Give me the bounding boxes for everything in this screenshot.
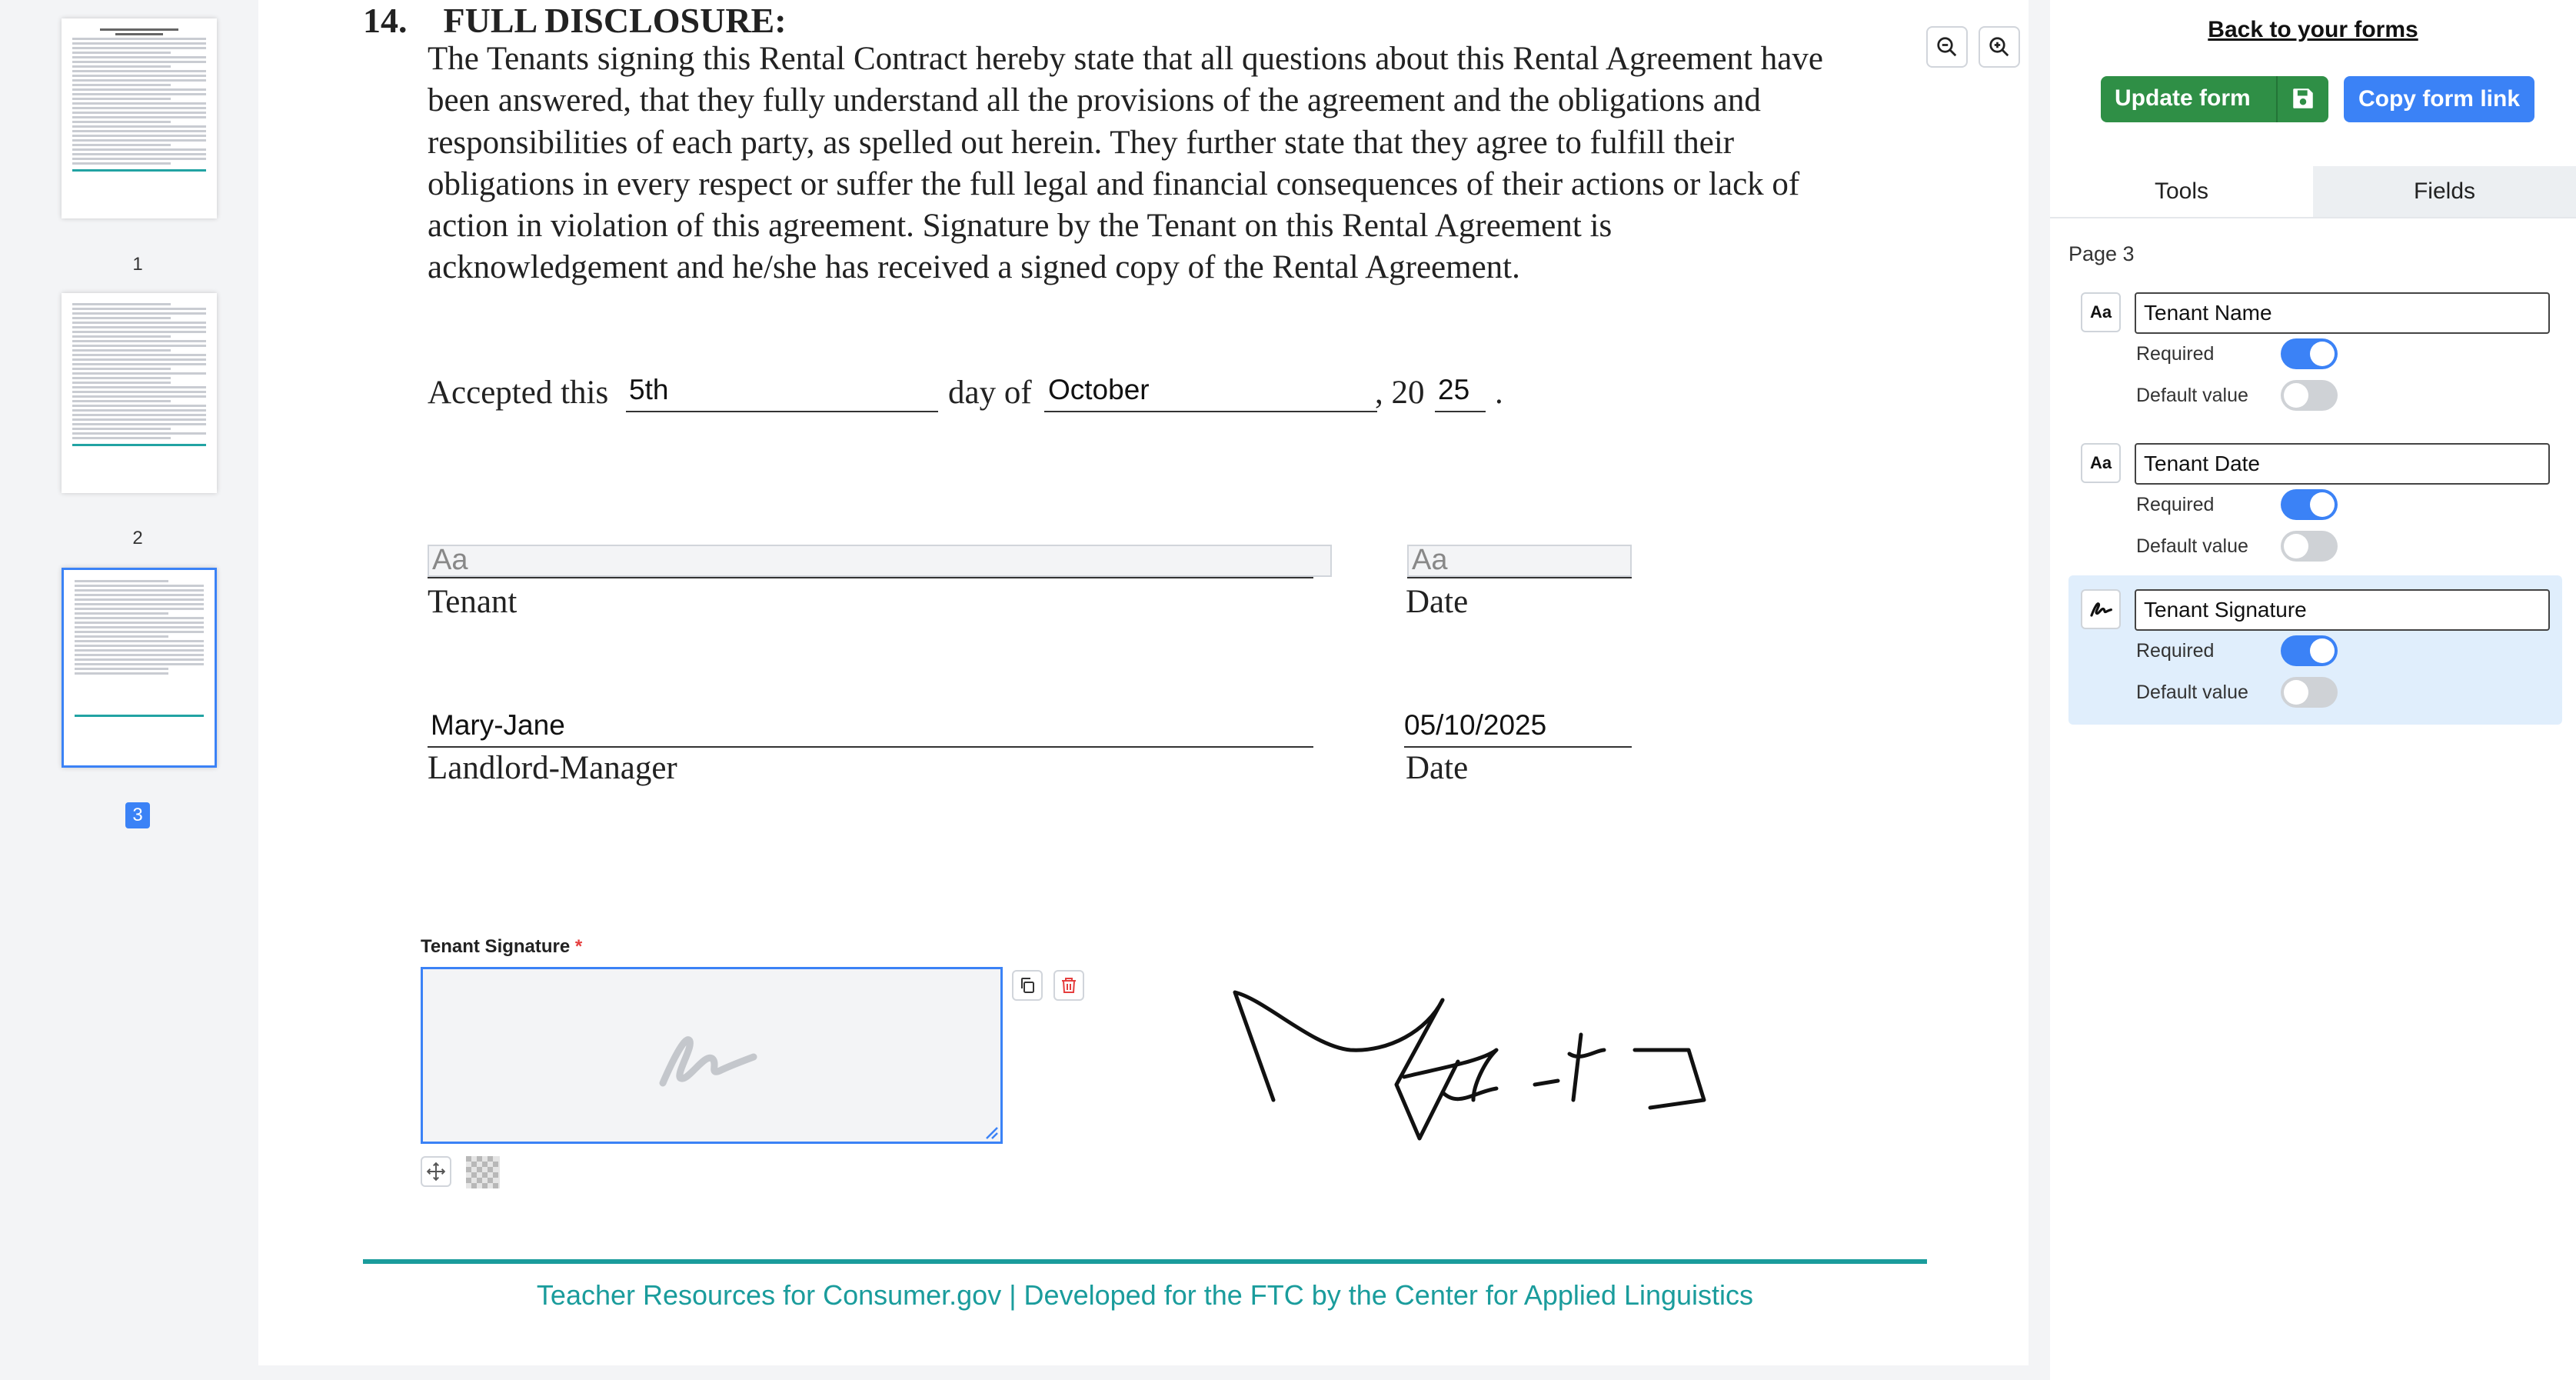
section-heading [363,0,787,41]
year-prefix-text: , 20 [1375,375,1425,411]
zoom-in-button[interactable] [1979,26,2020,68]
text-field-icon: Aa [2081,443,2121,483]
page-number-2[interactable]: 2 [132,528,143,548]
day-value: 5th [629,374,669,405]
required-label: Required [2136,494,2215,515]
copy-icon [1018,976,1037,995]
landlord-name-value: Mary-Jane [431,709,565,741]
section-body: The Tenants signing this Rental Contract hereby state that all questions about this Rental Agreement have been answered, that they fully understand all the provisions of the agreement and the obligations and responsibilities of each party, as spelled out herein. They further state that they agree to fulfill their obligations in every respect or suffer the full legal and financial consequences of their actions or lack of action in violation of this agreement. Signature by the Tenant on this Rental Agreement is acknowledgement and he/she has received a signed copy of the Rental Agreement. [428,41,1823,286]
default-value-toggle[interactable] [2281,677,2338,708]
field-card-tenant-name[interactable] [2068,280,2562,429]
month-value: October [1048,374,1150,405]
page-thumbnails-sidebar [0,0,258,1380]
panel-tabs [2050,166,2576,218]
section-number: 14. [363,1,408,40]
move-icon [426,1162,446,1182]
text-field-icon: Aa [2081,292,2121,332]
trash-icon [1060,976,1078,995]
update-form-button[interactable] [2101,76,2328,122]
period-text: . [1495,375,1503,411]
tenant-date-field[interactable]: Aa [1407,545,1632,577]
field-name-input[interactable]: Tenant Date [2135,443,2550,485]
default-value-label: Default value [2136,682,2248,703]
tab-fields[interactable]: Fields [2313,166,2576,217]
footer-text: Teacher Resources for Consumer.gov | Developed for the FTC by the Center for Applied Linguistics [536,1279,1754,1311]
tenant-date-label: Date [1406,584,1469,620]
duplicate-field-button[interactable] [1012,970,1043,1001]
page-number-1[interactable]: 1 [132,254,143,275]
tab-tools[interactable]: Tools [2050,166,2313,217]
landlord-date-value: 05/10/2025 [1404,709,1547,741]
required-asterisk: * [574,936,583,957]
signature-field-icon [2081,589,2121,629]
delete-field-button[interactable] [1053,970,1084,1001]
landlord-date-label: Date [1406,750,1469,786]
resize-handle-icon[interactable] [982,1123,999,1140]
signature-field-label-text: Tenant Signature [421,936,571,957]
page-thumbnail-2[interactable] [62,293,217,493]
day-of-text: day of [948,375,1032,411]
day-line [626,378,938,412]
page-thumbnail-1[interactable] [62,18,217,218]
field-name-input[interactable]: Tenant Signature [2135,589,2550,631]
required-label: Required [2136,343,2215,365]
required-label: Required [2136,640,2215,662]
page-number-3[interactable]: 3 [125,802,150,828]
required-toggle[interactable] [2281,338,2338,369]
signature-field-label [421,936,582,958]
accepted-this-text: Accepted this [428,375,609,411]
save-icon [2290,85,2316,118]
section-title: FULL DISCLOSURE: [443,1,787,40]
field-card-tenant-signature[interactable] [2068,575,2562,725]
transparency-toggle[interactable] [466,1156,500,1188]
required-toggle[interactable] [2281,489,2338,520]
zoom-out-button[interactable] [1926,26,1968,68]
tenant-signature-field[interactable] [421,967,1003,1144]
button-divider [2276,76,2278,122]
tenant-name-field[interactable]: Aa [428,545,1332,577]
form-builder-panel [2050,0,2576,1380]
checkerboard-icon [466,1156,500,1188]
zoom-out-icon [1935,35,1959,58]
move-field-handle[interactable] [421,1156,451,1187]
field-name-input[interactable]: Tenant Name [2135,292,2550,334]
back-to-forms-link[interactable]: Back to your forms [2208,17,2418,42]
year-value: 25 [1438,374,1470,405]
default-value-label: Default value [2136,385,2248,406]
landlord-label: Landlord-Manager [428,750,677,786]
copy-form-link-button[interactable]: Copy form link [2344,76,2534,122]
tenant-label: Tenant [428,584,518,620]
signature-placeholder-icon [658,1023,758,1092]
page-label: Page 3 [2068,242,2135,265]
footer-rule [363,1259,1927,1264]
field-card-tenant-date[interactable] [2068,431,2562,580]
document-page [258,0,2029,1365]
zoom-in-icon [1988,35,2011,58]
required-toggle[interactable] [2281,635,2338,666]
page-thumbnail-3[interactable] [62,568,217,768]
landlord-signature-image [1220,977,1865,1162]
default-value-toggle[interactable] [2281,380,2338,411]
default-value-label: Default value [2136,535,2248,557]
default-value-toggle[interactable] [2281,531,2338,562]
update-form-label: Update form [2115,85,2251,111]
